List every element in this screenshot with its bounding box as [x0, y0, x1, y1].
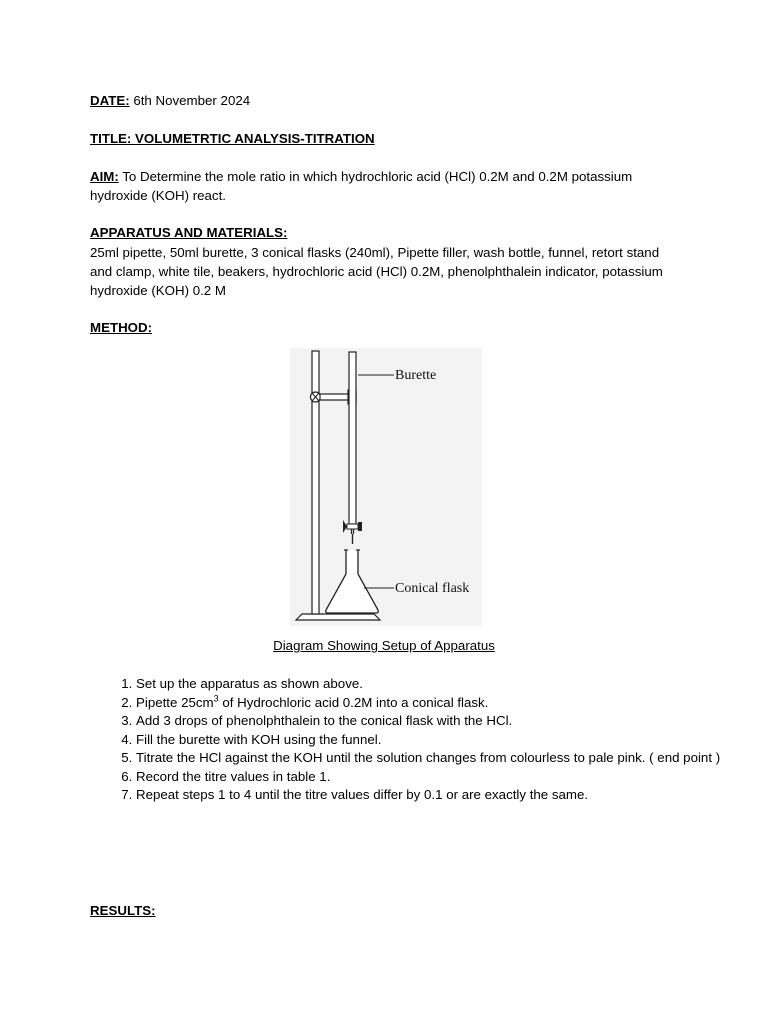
- titration-diagram: [290, 348, 482, 626]
- date-value: 6th November 2024: [129, 93, 251, 108]
- aim-paragraph: [90, 167, 680, 205]
- conical-flask-label: Conical flask: [395, 581, 470, 596]
- aim-text: To Determine the mole ratio in which hydrochloric acid (HCl) 0.2M and 0.2M potassium hydroxide (KOH) react.: [90, 169, 633, 203]
- apparatus-text: 25ml pipette, 50ml burette, 3 conical flasks (240ml), Pipette filler, wash bottle, funnel, retort stand and clamp, white tile, beakers, hydrochloric acid (HCl) 0.2M, phenolphthalein indicator, potassium hydroxide (KOH) 0.2 M: [90, 245, 663, 298]
- method-step: 4. Fill the burette with KOH using the funnel.: [136, 731, 726, 750]
- titration-setup-illustration: [290, 348, 482, 626]
- method-step: 6. Record the titre values in table 1.: [136, 768, 726, 787]
- method-step: 3. Add 3 drops of phenolphthalein to the conical flask with the HCl.: [136, 712, 726, 731]
- method-heading: METHOD:: [90, 320, 153, 335]
- step-text: of Hydrochloric acid 0.2M into a conical flask.: [218, 694, 489, 710]
- results-heading: RESULTS:: [90, 903, 156, 918]
- date-label: DATE:: [90, 93, 130, 108]
- superscript: 3: [213, 693, 219, 704]
- burette-label: Burette: [395, 368, 437, 383]
- diagram-caption: Diagram Showing Setup of Apparatus: [273, 638, 495, 653]
- method-step: [136, 694, 726, 713]
- method-step: 5. Titrate the HCl against the KOH until the solution changes from colourless to pale pink. ( end point ): [136, 749, 726, 768]
- step-text: Pipette 25cm: [136, 694, 214, 710]
- date-line: [90, 91, 680, 110]
- method-step: 7. Repeat steps 1 to 4 until the titre values differ by 0.1 or are exactly the same.: [136, 786, 726, 805]
- page-title: TITLE: VOLUMETRTIC ANALYSIS-TITRATION: [90, 131, 375, 146]
- method-step: 1. Set up the apparatus as shown above.: [136, 675, 726, 694]
- aim-label: AIM:: [90, 169, 119, 184]
- method-steps-list: [90, 675, 726, 805]
- apparatus-heading: APPARATUS AND MATERIALS:: [90, 225, 288, 240]
